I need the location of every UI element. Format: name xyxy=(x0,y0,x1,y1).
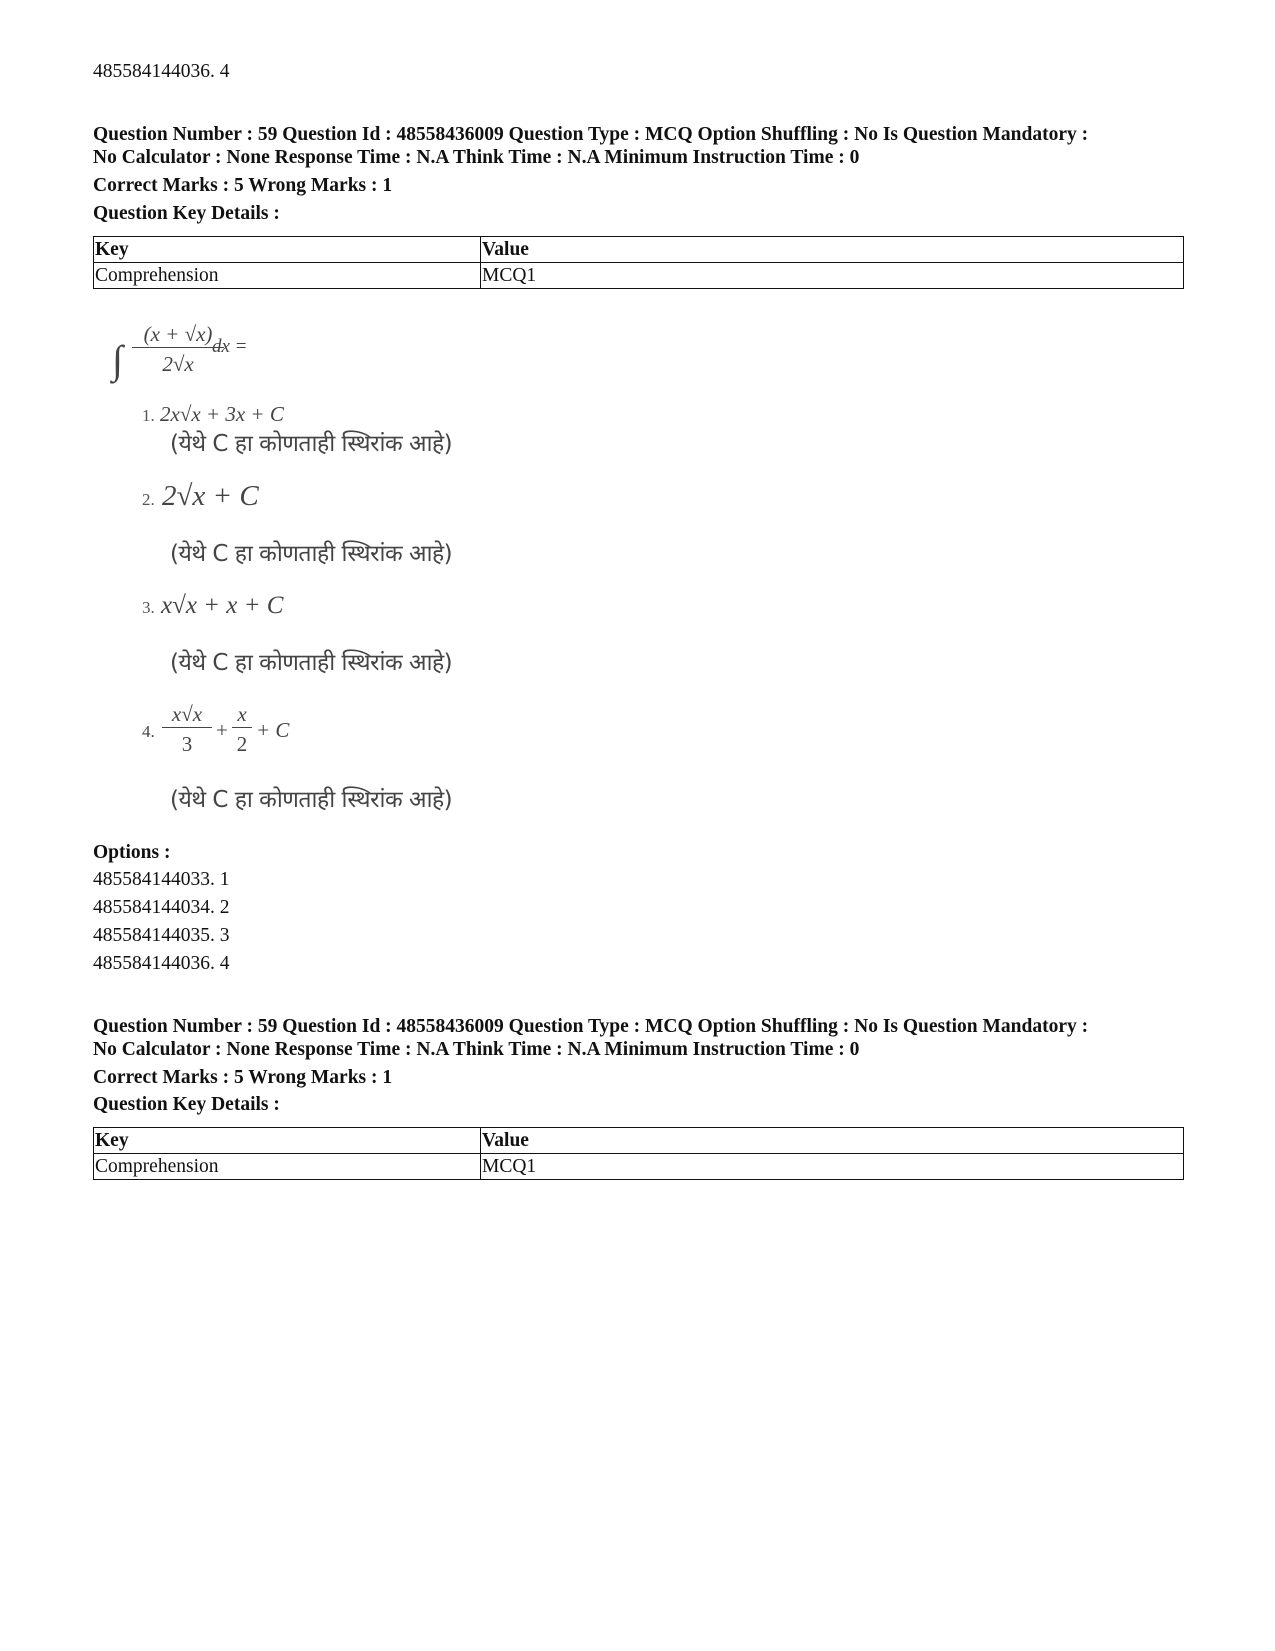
marks-line: Correct Marks : 5 Wrong Marks : 1 xyxy=(93,1067,393,1088)
choice-4-frac1-denominator: 3 xyxy=(181,732,193,756)
question-image xyxy=(112,322,492,852)
option-line: 485584144036. 4 xyxy=(93,953,230,974)
integral-numerator: (x + √x) xyxy=(132,322,224,348)
choice-3-number: 3. xyxy=(142,598,155,617)
table-header-key: Key xyxy=(94,1128,481,1154)
choice-3-expression xyxy=(142,592,283,620)
table-header-row xyxy=(94,1128,1184,1154)
choice-4-number: 4. xyxy=(142,722,155,741)
options-label: Options : xyxy=(93,842,171,863)
question-meta-line-2: No Calculator : None Response Time : N.A Think Time : N.A Minimum Instruction Time : 0 xyxy=(93,147,860,168)
option-line: 485584144033. 1 xyxy=(93,869,230,890)
table-row xyxy=(94,1154,1184,1180)
key-details-label: Question Key Details : xyxy=(93,1094,280,1115)
question-meta-line-1: Question Number : 59 Question Id : 48558436009 Question Type : MCQ Option Shuffling : No Is Question Mandatory : xyxy=(93,1016,1089,1037)
choice-4-plus: + xyxy=(216,718,228,742)
integral-denominator: 2√x xyxy=(162,352,194,376)
integral-sign: ∫ xyxy=(112,337,123,382)
table-row xyxy=(94,263,1184,289)
previous-option-line: 485584144036. 4 xyxy=(93,61,230,82)
table-cell-key: Comprehension xyxy=(94,263,481,289)
dx-equals: dx = xyxy=(212,336,248,357)
table-header-value: Value xyxy=(481,237,1184,263)
choice-1-formula: 2x√x + 3x + C xyxy=(160,402,284,426)
choice-2-note: (येथे C हा कोणताही स्थिरांक आहे) xyxy=(170,541,453,567)
choice-2-number: 2. xyxy=(142,490,155,509)
key-details-table xyxy=(93,1127,1184,1180)
table-cell-value: MCQ1 xyxy=(481,1154,1184,1180)
choice-1-expression xyxy=(142,402,284,427)
table-cell-key: Comprehension xyxy=(94,1154,481,1180)
choice-2-expression xyxy=(142,480,259,513)
choice-3-note: (येथे C हा कोणताही स्थिरांक आहे) xyxy=(170,650,453,676)
option-line: 485584144034. 2 xyxy=(93,897,230,918)
table-cell-value: MCQ1 xyxy=(481,263,1184,289)
choice-4-frac2-numerator: x xyxy=(232,702,252,728)
choice-1-number: 1. xyxy=(142,406,155,425)
choice-4-frac2-denominator: 2 xyxy=(236,732,248,756)
choice-3-formula: x√x + x + C xyxy=(161,592,284,619)
marks-line: Correct Marks : 5 Wrong Marks : 1 xyxy=(93,175,393,196)
choice-4-frac1-numerator: x√x xyxy=(162,702,212,728)
table-header-row xyxy=(94,237,1184,263)
table-header-key: Key xyxy=(94,237,481,263)
choice-2-formula: 2√x + C xyxy=(162,480,259,512)
key-details-table xyxy=(93,236,1184,289)
choice-4-tail: + C xyxy=(256,718,290,742)
question-meta-line-1: Question Number : 59 Question Id : 48558436009 Question Type : MCQ Option Shuffling : No Is Question Mandatory : xyxy=(93,124,1089,145)
table-header-value: Value xyxy=(481,1128,1184,1154)
key-details-label: Question Key Details : xyxy=(93,203,280,224)
question-meta-line-2: No Calculator : None Response Time : N.A Think Time : N.A Minimum Instruction Time : 0 xyxy=(93,1039,860,1060)
choice-4-note: (येथे C हा कोणताही स्थिरांक आहे) xyxy=(170,787,453,813)
choice-1-note: (येथे C हा कोणताही स्थिरांक आहे) xyxy=(170,431,453,457)
option-line: 485584144035. 3 xyxy=(93,925,230,946)
